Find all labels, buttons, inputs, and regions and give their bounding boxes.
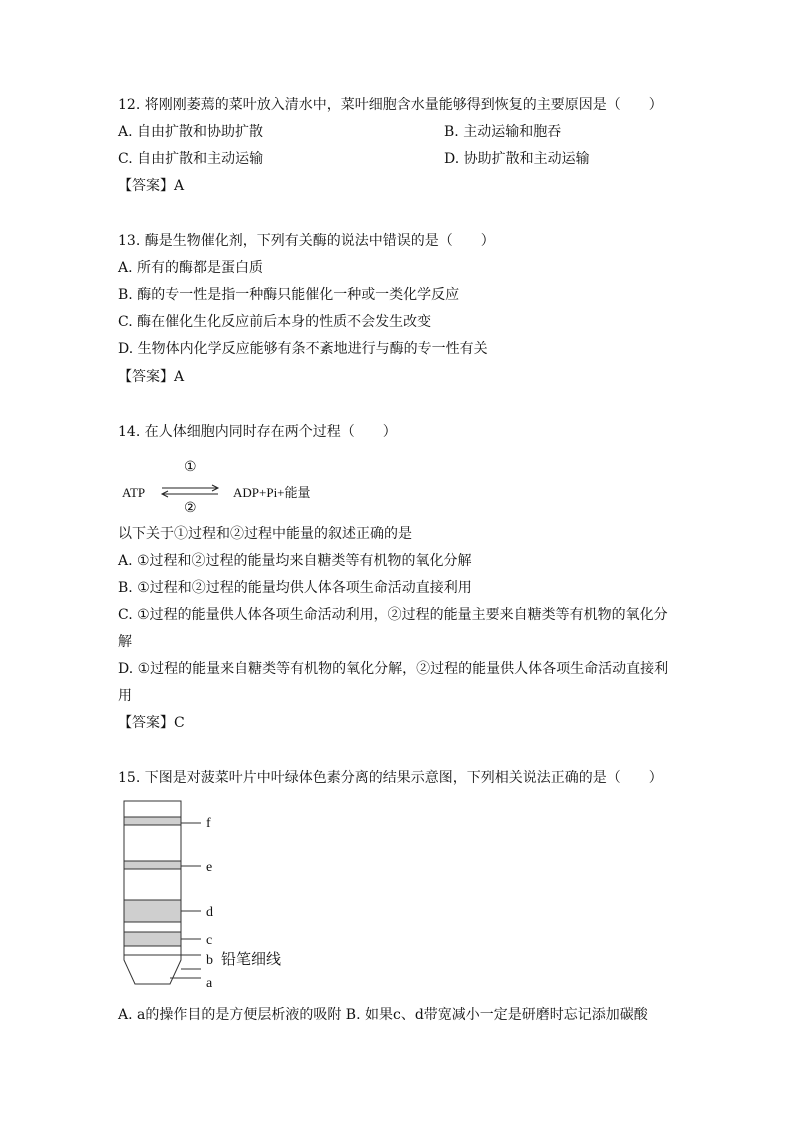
q12-option-d: D. 协助扩散和主动运输 [444,151,590,167]
q14-option-a: A. ①过程和②过程的能量均来自糖类等有机物的氧化分解 [118,553,472,569]
pigment-band-e [124,861,181,869]
q12-option-a: A. 自由扩散和协助扩散 [118,124,264,140]
q13-option-b: B. 酶的专一性是指一种酶只能催化一种或一类化学反应 [118,287,460,303]
q12-option-c: C. 自由扩散和主动运输 [118,151,264,167]
q14-option-c-line2: 解 [118,634,132,650]
adp-pi-energy-label: ADP+Pi+能量 [233,485,311,500]
q14-lead: 以下关于①过程和②过程中能量的叙述正确的是 [118,526,412,542]
q15-stem: 15. 下图是对菠菜叶片中叶绿体色素分离的结果示意图，下列相关说法正确的是（ ） [118,770,663,786]
q12-option-b: B. 主动运输和胞吞 [444,124,562,140]
process-2-label: ② [184,501,197,516]
atp-adp-reaction-diagram [118,454,338,516]
chromatography-strip-diagram [115,796,315,996]
label-b: b [206,953,213,968]
q14-answer: 【答案】C [118,715,185,731]
q14-option-b: B. ①过程和②过程的能量均供人体各项生命活动直接利用 [118,580,472,596]
q14-option-c-line1: C. ①过程的能量供人体各项生命活动利用，②过程的能量主要来自糖类等有机物的氧化分 [118,607,668,623]
q13-option-a: A. 所有的酶都是蛋白质 [118,260,264,276]
q14-option-d-line2: 用 [118,688,132,704]
q12-answer: 【答案】A [118,178,185,194]
q14-stem: 14. 在人体细胞内同时存在两个过程（ ） [118,424,397,440]
pigment-band-c [124,932,181,946]
label-a: a [206,976,213,991]
q13-stem: 13. 酶是生物催化剂，下列有关酶的说法中错误的是（ ） [118,233,495,249]
label-f: f [206,816,211,831]
label-e: e [206,860,213,875]
q13-option-c: C. 酶在催化生化反应前后本身的性质不会发生改变 [118,314,432,330]
atp-label: ATP [122,485,146,500]
label-d: d [206,905,213,920]
q13-answer: 【答案】A [118,369,185,385]
q12-stem: 12. 将刚刚萎蔫的菜叶放入清水中，菜叶细胞含水量能够得到恢复的主要原因是（ ） [118,97,663,113]
process-1-label: ① [184,460,197,475]
pigment-band-f [124,817,181,825]
q14-option-d-line1: D. ①过程的能量来自糖类等有机物的氧化分解，②过程的能量供人体各项生命活动直接利 [118,661,669,677]
pigment-band-d [124,900,181,922]
q13-option-d: D. 生物体内化学反应能够有条不紊地进行与酶的专一性有关 [118,341,488,357]
filter-paper-strip [124,801,181,984]
label-c: c [206,933,213,948]
q15-options-a-b: A. a的操作目的是方便层析液的吸附 B. 如果c、d带宽减小一定是研磨时忘记添加碳酸 [118,1007,648,1023]
label-pencil-line: 铅笔细线 [221,952,282,968]
